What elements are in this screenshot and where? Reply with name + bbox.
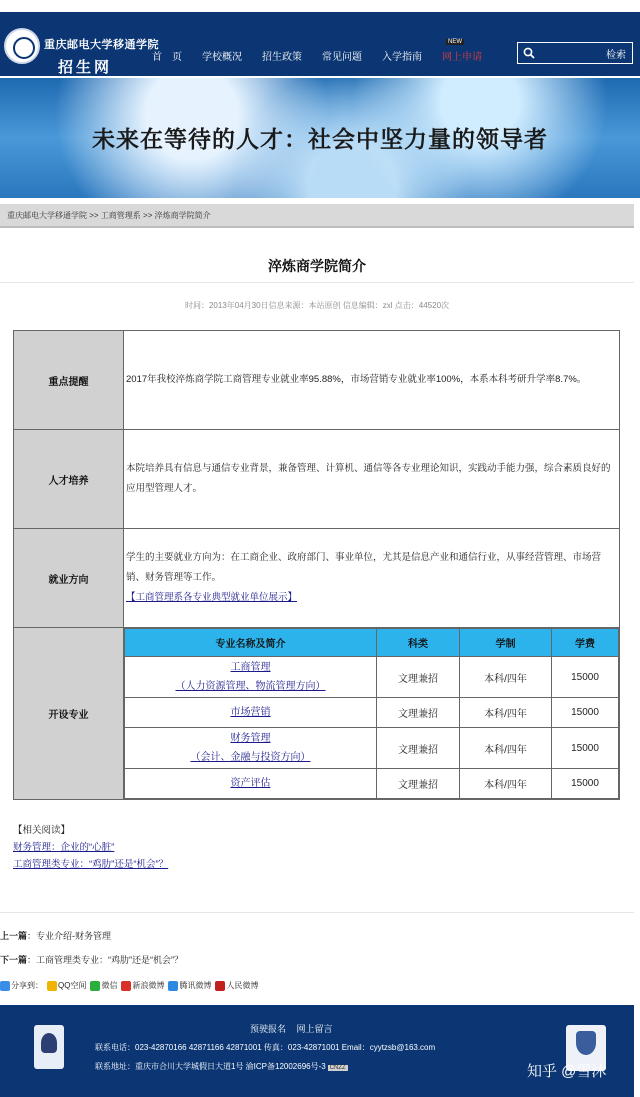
major-duration: 本科/四年	[460, 657, 552, 698]
nav-guide[interactable]: 入学指南	[382, 52, 422, 63]
nav-faq[interactable]: 常见问题	[322, 52, 362, 63]
major-desc-link[interactable]: （会计、金融与投资方向）	[190, 752, 311, 763]
related-link[interactable]: 财务管理：企业的“心脏”	[13, 842, 115, 853]
nav-policy[interactable]: 招生政策	[262, 52, 302, 63]
sina-weibo-icon	[121, 981, 131, 991]
row-content-employment	[124, 529, 620, 628]
breadcrumb-separator: >>	[87, 211, 101, 220]
table-row	[125, 769, 619, 799]
major-name-cell	[125, 698, 377, 728]
major-fee: 15000	[552, 657, 619, 698]
major-name-cell	[125, 657, 377, 698]
search-icon[interactable]	[523, 47, 535, 59]
col-header-category: 科类	[377, 629, 460, 657]
footer-link-register[interactable]: 预驶报名	[250, 1024, 287, 1034]
article-meta: 时间：2013年04月30日信息来源：本站原创 信息编辑：zxl 点击：44520次	[184, 301, 450, 310]
row-label-highlight: 重点提醒	[14, 331, 124, 430]
related-link[interactable]: 工商管理类专业：“鸡肋”还是“机会”？	[13, 859, 169, 870]
wechat-icon	[90, 981, 100, 991]
majors-cell	[124, 628, 620, 800]
footer-address-text: 联系地址：重庆市合川大学城假日大道1号 渝ICP备12002696号-3	[95, 1062, 326, 1071]
prev-article[interactable]	[0, 924, 183, 948]
share-sina-label: 新浪微博	[132, 981, 165, 990]
new-badge: NEW	[448, 39, 462, 45]
share-qzone[interactable]	[47, 980, 86, 991]
info-table	[13, 330, 620, 800]
breadcrumb-separator: >>	[140, 211, 155, 220]
row-label-majors: 开设专业	[14, 628, 124, 800]
major-category: 文理兼招	[377, 657, 460, 698]
share-label-text: 分享到：	[11, 981, 43, 990]
prev-next-nav	[0, 924, 183, 972]
major-link[interactable]: 工商管理	[230, 662, 271, 673]
major-category: 文理兼招	[377, 728, 460, 769]
qzone-icon	[47, 981, 57, 991]
divider	[0, 282, 634, 283]
related-reading	[13, 822, 168, 873]
share-people-label: 人民微博	[226, 981, 259, 990]
prev-label: 上一篇	[0, 931, 28, 941]
table-row	[125, 698, 619, 728]
share-sina-weibo[interactable]	[121, 980, 164, 991]
share-icon	[0, 981, 10, 991]
major-desc-link[interactable]: （人力资源管理、物流管理方向）	[175, 681, 326, 692]
site-footer	[0, 1005, 634, 1097]
share-label	[0, 980, 43, 991]
search-input[interactable]	[540, 45, 602, 61]
col-header-fee: 学费	[552, 629, 619, 657]
major-duration: 本科/四年	[460, 728, 552, 769]
cnzz-badge[interactable]: CNZZ	[329, 1065, 346, 1071]
nav-about[interactable]: 学校概况	[202, 52, 242, 63]
nav-apply[interactable]	[442, 39, 482, 63]
police-emblem-icon[interactable]	[34, 1025, 64, 1069]
table-row	[14, 628, 620, 800]
watermark: 知乎 @雪沐	[527, 1063, 607, 1080]
majors-table	[124, 628, 619, 799]
breadcrumb-item-department[interactable]: 工商管理系	[100, 211, 141, 220]
major-fee: 15000	[552, 769, 619, 799]
banner-slogan: 未来在等待的人才：社会中坚力量的领导者	[92, 127, 548, 153]
row-content-highlight: 2017年我校淬炼商学院工商管理专业就业率95.88%，市场营销专业就业率100%，本系本科考研升学率8.7%。	[124, 331, 620, 430]
footer-address	[95, 1061, 348, 1072]
share-bar	[0, 980, 262, 991]
major-fee: 15000	[552, 698, 619, 728]
tencent-weibo-icon	[168, 981, 178, 991]
major-fee: 15000	[552, 728, 619, 769]
table-row	[125, 657, 619, 698]
search-box	[517, 42, 633, 64]
divider	[0, 912, 634, 913]
row-label-employment: 就业方向	[14, 529, 124, 628]
table-row	[14, 430, 620, 529]
footer-link-message[interactable]: 网上留言	[296, 1024, 333, 1034]
major-duration: 本科/四年	[460, 769, 552, 799]
table-row	[125, 728, 619, 769]
people-weibo-icon	[215, 981, 225, 991]
share-tencent-weibo[interactable]	[168, 980, 211, 991]
next-link[interactable]: ：工商管理类专业：“鸡肋”还是“机会”？	[27, 955, 184, 965]
search-button[interactable]: 检索	[606, 46, 626, 61]
school-seal-icon[interactable]	[4, 28, 40, 64]
school-name[interactable]: 重庆邮电大学移通学院	[44, 38, 159, 51]
col-header-duration: 学制	[460, 629, 552, 657]
col-header-major: 专业名称及简介	[125, 629, 377, 657]
table-row	[14, 529, 620, 628]
breadcrumb-item-home[interactable]: 重庆邮电大学移通学院	[7, 211, 87, 220]
employment-text: 学生的主要就业方向为：在工商企业、政府部门、事业单位，尤其是信息产业和通信行业，从事经营管理、市场营销、财务管理等工作。	[126, 552, 602, 583]
share-wechat-label: 微信	[101, 981, 118, 990]
major-category: 文理兼招	[377, 698, 460, 728]
major-duration: 本科/四年	[460, 698, 552, 728]
major-category: 文理兼招	[377, 769, 460, 799]
main-nav	[152, 39, 502, 63]
major-link[interactable]: 资产评估	[230, 778, 271, 789]
prev-link[interactable]: ：专业介绍-财务管理	[27, 931, 112, 941]
hero-banner	[0, 78, 640, 198]
share-wechat[interactable]	[90, 980, 117, 991]
row-content-training: 本院培养具有信息与通信专业背景，兼备管理、计算机、通信等各专业理论知识，实践动手能力强，综合素质良好的应用型管理人才。	[124, 430, 620, 529]
related-title: 【相关阅读】	[13, 825, 71, 836]
major-link[interactable]: 财务管理	[230, 733, 271, 744]
majors-header-row	[125, 629, 619, 657]
nav-home[interactable]: 首 页	[152, 52, 182, 63]
footer-links	[250, 1022, 341, 1035]
employment-units-link[interactable]: 【工商管理系各专业典型就业单位展示】	[126, 592, 298, 603]
next-article[interactable]	[0, 948, 183, 972]
major-name-cell	[125, 769, 377, 799]
breadcrumb-item-current[interactable]: 淬炼商学院简介	[154, 211, 211, 220]
next-label: 下一篇	[0, 955, 28, 965]
site-name[interactable]: 招生网	[58, 58, 113, 76]
site-header	[0, 12, 640, 76]
share-qzone-label: QQ空间	[58, 981, 87, 990]
row-label-training: 人才培养	[14, 430, 124, 529]
table-row	[14, 331, 620, 430]
major-name-cell	[125, 728, 377, 769]
share-people-weibo[interactable]	[215, 980, 258, 991]
breadcrumb	[0, 204, 634, 228]
footer-contact: 联系电话：023-42870166 42871166 42871001 传真：023-42871001 Email：cyytzsb@163.com	[95, 1043, 436, 1052]
page-title: 淬炼商学院简介	[268, 258, 366, 274]
nav-apply-label: 网上申请	[442, 52, 482, 63]
share-tencent-label: 腾讯微博	[179, 981, 212, 990]
major-link[interactable]: 市场营销	[230, 707, 271, 718]
